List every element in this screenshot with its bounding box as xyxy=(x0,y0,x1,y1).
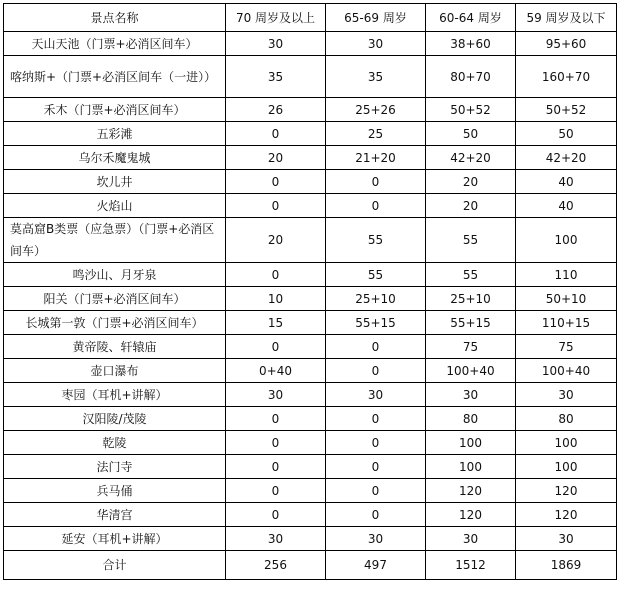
header-cell-65-69: 65-69 周岁 xyxy=(326,4,426,32)
attraction-name-cell: 禾木（门票+必消区间车） xyxy=(4,98,226,122)
price-70plus-cell: 0 xyxy=(226,170,326,194)
table-row xyxy=(4,287,617,311)
price-59minus-cell: 1869 xyxy=(516,551,617,580)
price-70plus-cell: 30 xyxy=(226,383,326,407)
header-cell-name: 景点名称 xyxy=(4,4,226,32)
price-60-64-cell: 120 xyxy=(426,479,516,503)
price-60-64-cell: 20 xyxy=(426,170,516,194)
price-60-64-cell: 25+10 xyxy=(426,287,516,311)
fee-table xyxy=(3,3,617,580)
table-row xyxy=(4,32,617,56)
attraction-name-cell: 法门寺 xyxy=(4,455,226,479)
attraction-name-cell: 鸣沙山、月牙泉 xyxy=(4,263,226,287)
attraction-name-cell: 喀纳斯+（门票+必消区间车（一进）） xyxy=(4,56,226,98)
attraction-name-cell: 天山天池（门票+必消区间车） xyxy=(4,32,226,56)
attraction-name-cell: 合计 xyxy=(4,551,226,580)
price-70plus-cell: 0+40 xyxy=(226,359,326,383)
table-row xyxy=(4,56,617,98)
price-65-69-cell: 0 xyxy=(326,194,426,218)
price-65-69-cell: 0 xyxy=(326,407,426,431)
attraction-name-cell: 汉阳陵/茂陵 xyxy=(4,407,226,431)
price-65-69-cell: 497 xyxy=(326,551,426,580)
table-row xyxy=(4,455,617,479)
price-60-64-cell: 75 xyxy=(426,335,516,359)
price-70plus-cell: 0 xyxy=(226,455,326,479)
price-70plus-cell: 35 xyxy=(226,56,326,98)
price-65-69-cell: 0 xyxy=(326,455,426,479)
price-65-69-cell: 30 xyxy=(326,527,426,551)
price-59minus-cell: 50 xyxy=(516,122,617,146)
price-65-69-cell: 25+10 xyxy=(326,287,426,311)
price-70plus-cell: 0 xyxy=(226,503,326,527)
price-60-64-cell: 55 xyxy=(426,263,516,287)
price-60-64-cell: 20 xyxy=(426,194,516,218)
header-cell-59minus: 59 周岁及以下 xyxy=(516,4,617,32)
price-60-64-cell: 55 xyxy=(426,218,516,263)
price-70plus-cell: 256 xyxy=(226,551,326,580)
attraction-name-cell: 延安（耳机+讲解） xyxy=(4,527,226,551)
attraction-name-cell: 火焰山 xyxy=(4,194,226,218)
attraction-name-cell: 五彩滩 xyxy=(4,122,226,146)
attraction-name-cell: 枣园（耳机+讲解） xyxy=(4,383,226,407)
price-59minus-cell: 120 xyxy=(516,503,617,527)
price-60-64-cell: 55+15 xyxy=(426,311,516,335)
price-65-69-cell: 55 xyxy=(326,263,426,287)
price-65-69-cell: 35 xyxy=(326,56,426,98)
price-59minus-cell: 100 xyxy=(516,455,617,479)
price-70plus-cell: 0 xyxy=(226,263,326,287)
price-59minus-cell: 40 xyxy=(516,170,617,194)
price-59minus-cell: 100+40 xyxy=(516,359,617,383)
price-65-69-cell: 0 xyxy=(326,170,426,194)
price-60-64-cell: 30 xyxy=(426,383,516,407)
price-70plus-cell: 0 xyxy=(226,122,326,146)
table-row xyxy=(4,431,617,455)
total-row xyxy=(4,551,617,580)
price-70plus-cell: 0 xyxy=(226,194,326,218)
price-60-64-cell: 50 xyxy=(426,122,516,146)
price-65-69-cell: 0 xyxy=(326,479,426,503)
price-70plus-cell: 0 xyxy=(226,407,326,431)
price-59minus-cell: 80 xyxy=(516,407,617,431)
price-60-64-cell: 42+20 xyxy=(426,146,516,170)
price-60-64-cell: 38+60 xyxy=(426,32,516,56)
price-60-64-cell: 100 xyxy=(426,431,516,455)
price-59minus-cell: 30 xyxy=(516,527,617,551)
price-70plus-cell: 15 xyxy=(226,311,326,335)
price-65-69-cell: 0 xyxy=(326,335,426,359)
price-65-69-cell: 30 xyxy=(326,32,426,56)
table-row xyxy=(4,383,617,407)
table-row xyxy=(4,263,617,287)
attraction-name-cell: 乾陵 xyxy=(4,431,226,455)
attraction-name-cell: 坎儿井 xyxy=(4,170,226,194)
price-59minus-cell: 30 xyxy=(516,383,617,407)
table-row xyxy=(4,335,617,359)
price-70plus-cell: 20 xyxy=(226,146,326,170)
price-60-64-cell: 80+70 xyxy=(426,56,516,98)
attraction-name-cell: 壶口瀑布 xyxy=(4,359,226,383)
table-row xyxy=(4,170,617,194)
price-70plus-cell: 0 xyxy=(226,335,326,359)
price-65-69-cell: 25 xyxy=(326,122,426,146)
price-59minus-cell: 50+52 xyxy=(516,98,617,122)
attraction-name-cell: 兵马俑 xyxy=(4,479,226,503)
attraction-name-cell: 阳关（门票+必消区间车） xyxy=(4,287,226,311)
attraction-name-cell: 黄帝陵、轩辕庙 xyxy=(4,335,226,359)
price-70plus-cell: 0 xyxy=(226,479,326,503)
table-row xyxy=(4,359,617,383)
price-65-69-cell: 25+26 xyxy=(326,98,426,122)
price-59minus-cell: 100 xyxy=(516,431,617,455)
table-row xyxy=(4,146,617,170)
price-65-69-cell: 55+15 xyxy=(326,311,426,335)
header-row xyxy=(4,4,617,32)
table-row xyxy=(4,527,617,551)
price-59minus-cell: 75 xyxy=(516,335,617,359)
price-59minus-cell: 160+70 xyxy=(516,56,617,98)
header-cell-70plus: 70 周岁及以上 xyxy=(226,4,326,32)
price-59minus-cell: 42+20 xyxy=(516,146,617,170)
price-60-64-cell: 100+40 xyxy=(426,359,516,383)
table-row xyxy=(4,311,617,335)
price-60-64-cell: 80 xyxy=(426,407,516,431)
price-59minus-cell: 100 xyxy=(516,218,617,263)
price-60-64-cell: 120 xyxy=(426,503,516,527)
price-65-69-cell: 0 xyxy=(326,503,426,527)
table-row xyxy=(4,218,617,263)
price-59minus-cell: 95+60 xyxy=(516,32,617,56)
price-65-69-cell: 0 xyxy=(326,359,426,383)
attraction-name-cell: 乌尔禾魔鬼城 xyxy=(4,146,226,170)
attraction-name-cell: 华清宫 xyxy=(4,503,226,527)
price-70plus-cell: 10 xyxy=(226,287,326,311)
table-row xyxy=(4,503,617,527)
attraction-name-cell: 长城第一敦（门票+必消区间车） xyxy=(4,311,226,335)
table-row xyxy=(4,98,617,122)
price-60-64-cell: 50+52 xyxy=(426,98,516,122)
price-70plus-cell: 0 xyxy=(226,431,326,455)
price-65-69-cell: 21+20 xyxy=(326,146,426,170)
price-59minus-cell: 110 xyxy=(516,263,617,287)
price-60-64-cell: 30 xyxy=(426,527,516,551)
price-70plus-cell: 30 xyxy=(226,32,326,56)
table-row xyxy=(4,479,617,503)
price-59minus-cell: 110+15 xyxy=(516,311,617,335)
table-row xyxy=(4,122,617,146)
price-65-69-cell: 0 xyxy=(326,431,426,455)
table-row xyxy=(4,407,617,431)
price-59minus-cell: 50+10 xyxy=(516,287,617,311)
price-60-64-cell: 100 xyxy=(426,455,516,479)
price-70plus-cell: 30 xyxy=(226,527,326,551)
price-70plus-cell: 20 xyxy=(226,218,326,263)
price-60-64-cell: 1512 xyxy=(426,551,516,580)
price-70plus-cell: 26 xyxy=(226,98,326,122)
table-row xyxy=(4,194,617,218)
price-59minus-cell: 40 xyxy=(516,194,617,218)
price-65-69-cell: 55 xyxy=(326,218,426,263)
attraction-name-cell: 莫高窟B类票（应急票）（门票+必消区间车） xyxy=(4,218,226,263)
price-65-69-cell: 30 xyxy=(326,383,426,407)
price-59minus-cell: 120 xyxy=(516,479,617,503)
header-cell-60-64: 60-64 周岁 xyxy=(426,4,516,32)
